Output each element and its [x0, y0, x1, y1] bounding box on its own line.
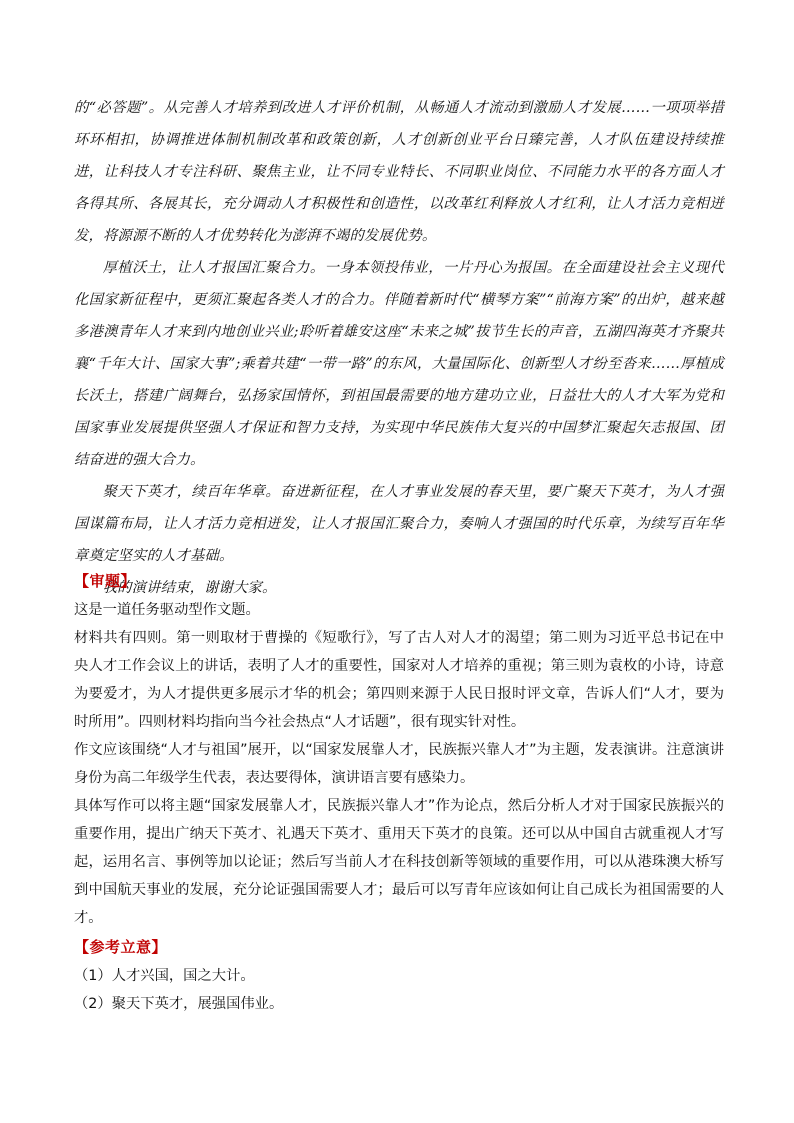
shenti-heading: 【审题】: [74, 572, 137, 590]
shenti-paragraph: 作文应该围绕“人才与祖国”展开，以“国家发展靠人才，民族振兴靠人才”为主题，发表演讲。注意演讲身份为高二年级学生代表，表达要得体，演讲语言要有感染力。: [74, 742, 724, 786]
liyi-heading: 【参考立意】: [74, 938, 168, 956]
shenti-paragraph: 材料共有四则。第一则取材于曹操的《短歌行》，写了古人对人才的渴望；第二则为习近平总书记在中央人才工作会议上的讲话，表明了人才的重要性，国家对人才培养的重视；第三则为袁枚的小诗，诗意为要爱才，为人才提供更多展示才华的机会；第四则来源于人民日报时评文章，告诉人们“人才，要为时所用”。四则材料均指向当今社会热点“人才话题”，很有现实针对性。: [74, 630, 724, 730]
essay-section: [74, 92, 724, 604]
liyi-item: （1）人才兴国，国之大计。: [74, 968, 255, 984]
essay-paragraph: 聚天下英才，续百年华章。奋进新征程，在人才事业发展的春天里，要广聚天下英才，为人才强国谋篇布局，让人才活力竞相迸发，让人才报国汇聚合力，奏响人才强国的时代乐章，为续写百年华章奠定坚实的人才基础。: [74, 484, 724, 564]
essay-closing: 我的演讲结束，谢谢大家。: [102, 580, 277, 596]
essay-paragraph: 的“必答题”。从完善人才培养到改进人才评价机制，从畅通人才流动到激励人才发展……一项项举措环环相扣，协调推进体制机制改革和政策创新，人才创新创业平台日臻完善，人才队伍建设持续推进，让科技人才专注科研、聚焦主业，让不同专业特长、不同职业岗位、不同能力水平的各方面人才各得其所、各展其长，充分调动人才积极性和创造性，以改革红利释放人才红利，让人才活力竞相迸发，将源源不断的人才优势转化为澎湃不竭的发展优势。: [74, 100, 724, 244]
shenti-paragraph: 具体写作可以将主题“国家发展靠人才，民族振兴靠人才”作为论点，然后分析人才对于国家民族振兴的重要作用，提出广纳天下英才、礼遇天下英才、重用天下英才的良策。还可以从中国自古就重视人才写起，运用名言、事例等加以论证；然后写当前人才在科技创新等领域的重要作用，可以从港珠澳大桥写到中国航天事业的发展，充分论证强国需要人才；最后可以写青年应该如何让自己成长为祖国需要的人才。: [74, 798, 724, 926]
analysis-section: [74, 566, 724, 1018]
essay-paragraph: 厚植沃土，让人才报国汇聚合力。一身本领投伟业，一片丹心为报国。在全面建设社会主义现代化国家新征程中，更须汇聚起各类人才的合力。伴随着新时代“横琴方案”“前海方案”的出炉，越来越多港澳青年人才来到内地创业兴业;聆听着雄安这座“未来之城”拔节生长的声音，五湖四海英才齐聚共襄“千年大计、国家大事”;乘着共建“一带一路”的东风，大量国际化、创新型人才纷至沓来……厚植成长沃土，搭建广阔舞台，弘扬家国情怀，到祖国最需要的地方建功立业，日益壮大的人才大军为党和国家事业发展提供坚强人才保证和智力支持，为实现中华民族伟大复兴的中国梦汇聚起矢志报国、团结奋进的强大合力。: [74, 260, 724, 468]
shenti-paragraph: 这是一道任务驱动型作文题。: [74, 602, 260, 618]
liyi-item: （2）聚天下英才，展强国伟业。: [74, 996, 284, 1012]
